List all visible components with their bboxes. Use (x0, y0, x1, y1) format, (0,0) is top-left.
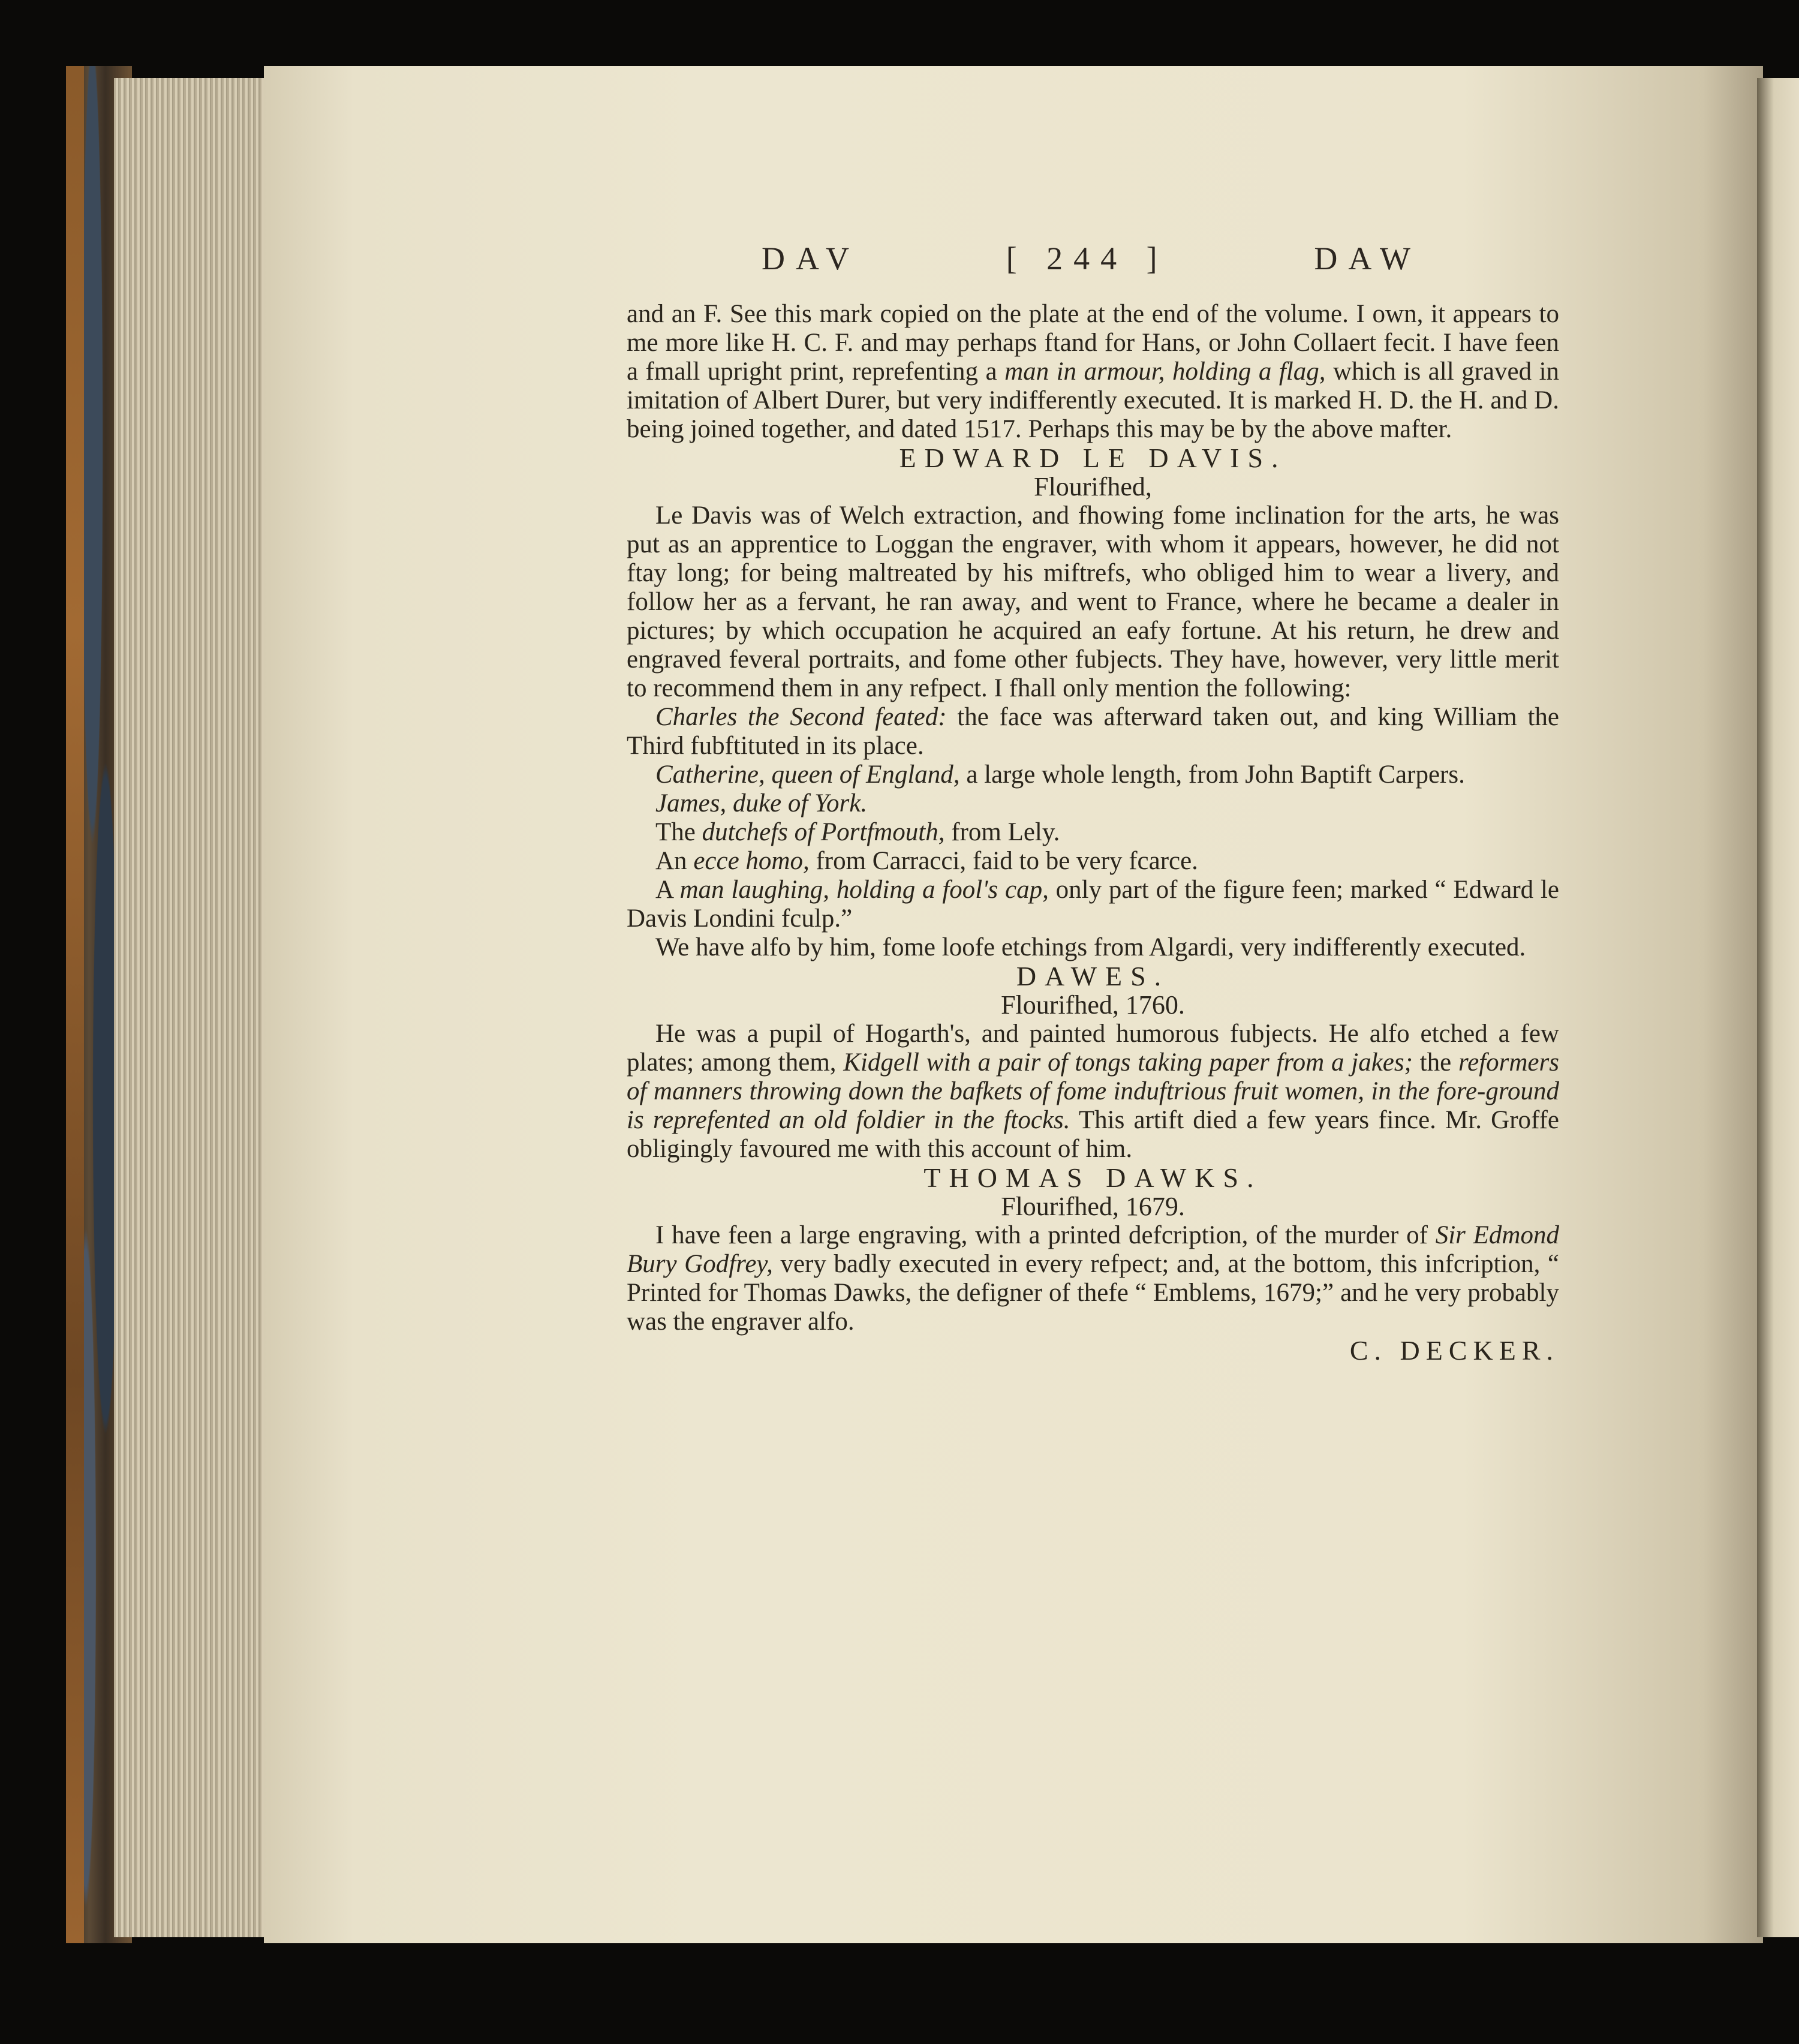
leather-binding-edge (66, 66, 84, 1943)
section-body: He was a pupil of Hogarth's, and painted humorous fubjects. He alfo etched a few plates; among them, Kidgell with a pair of tongs taking paper from a jakes; the reformers of manners throwing down the bafkets of fome induftrious fruit women, in the fore-ground is reprefented an old foldier in the ftocks. This artift died a few years fince. Mr. Groffe obligingly favoured me with this account of him. (627, 1020, 1559, 1163)
intro-paragraph: and an F. See this mark copied on the plate at the end of the volume. I own, it appears to me more like H. C. F. and may perhaps ftand for Hans, or John Collaert fecit. I have feen a fmall upright print, reprefenting a man in armour, holding a flag, which is all graved in imitation of Albert Durer, but very indifferently executed. It is marked H. D. the H. and D. being joined together, and dated 1517. Perhaps this may be by the above mafter. (627, 300, 1560, 443)
print-entry: We have alfo by him, fome loofe etchings from Algardi, very indifferently executed. (655, 933, 1526, 961)
running-head-left: DAV (762, 241, 861, 276)
page-text (627, 300, 1559, 1365)
print-entry: Charles the Second feated: the face was afterward taken out, and king William the Third fubftituted in its place. (627, 703, 1559, 760)
print-entry: An ecce homo, from Carracci, faid to be very fcarce. (655, 847, 1198, 875)
page-edges (114, 78, 270, 1937)
print-entry: Catherine, queen of England, a large whole length, from John Baptift Carpers. (655, 761, 1465, 789)
running-head-right: DAW (1314, 241, 1421, 276)
section-subheading: Flourifhed, (1034, 472, 1152, 501)
page-number: [ 244 ] (1006, 241, 1168, 276)
running-head (762, 240, 1421, 277)
print-entry: The dutchefs of Portfmouth, from Lely. (655, 818, 1060, 846)
section-heading: EDWARD LE DAVIS. (899, 443, 1287, 473)
section-heading: THOMAS DAWKS. (923, 1162, 1262, 1193)
print-entry: James, duke of York. (655, 789, 868, 817)
section-body: Le Davis was of Welch extraction, and fhowing fome inclination for the arts, he was put as an apprentice to Loggan the engraver, with whom it appears, however, he did not ftay long; for being maltreated by his miftrefs, who obliged him to wear a livery, and follow her as a fervant, he ran away, and went to France, where he became a dealer in pictures; by which occupation he acquired an eafy fortune. At his return, he drew and engraved feveral portraits, and fome other fubjects. They have, however, very little merit to recommend them in any refpect. I fhall only mention the following: (627, 501, 1559, 702)
section-heading: DAWES. (1016, 961, 1170, 991)
section-subheading: Flourifhed, 1760. (1001, 990, 1185, 1020)
print-entry: A man laughing, holding a fool's cap, only part of the figure feen; marked “ Edward le Davis Londini fculp.” (627, 876, 1559, 933)
catchword: C. DECKER. (1349, 1335, 1559, 1366)
facing-page-edge (1757, 78, 1799, 1937)
section-subheading: Flourifhed, 1679. (1001, 1192, 1185, 1221)
section-body: I have feen a large engraving, with a printed defcription, of the murder of Sir Edmond Bury Godfrey, very badly executed in every refpect; and, at the bottom, this infcription, “ Printed for Thomas Dawks, the defigner of thefe “ Emblems, 1679;” and he very probably was the engraver alfo. (627, 1221, 1559, 1336)
